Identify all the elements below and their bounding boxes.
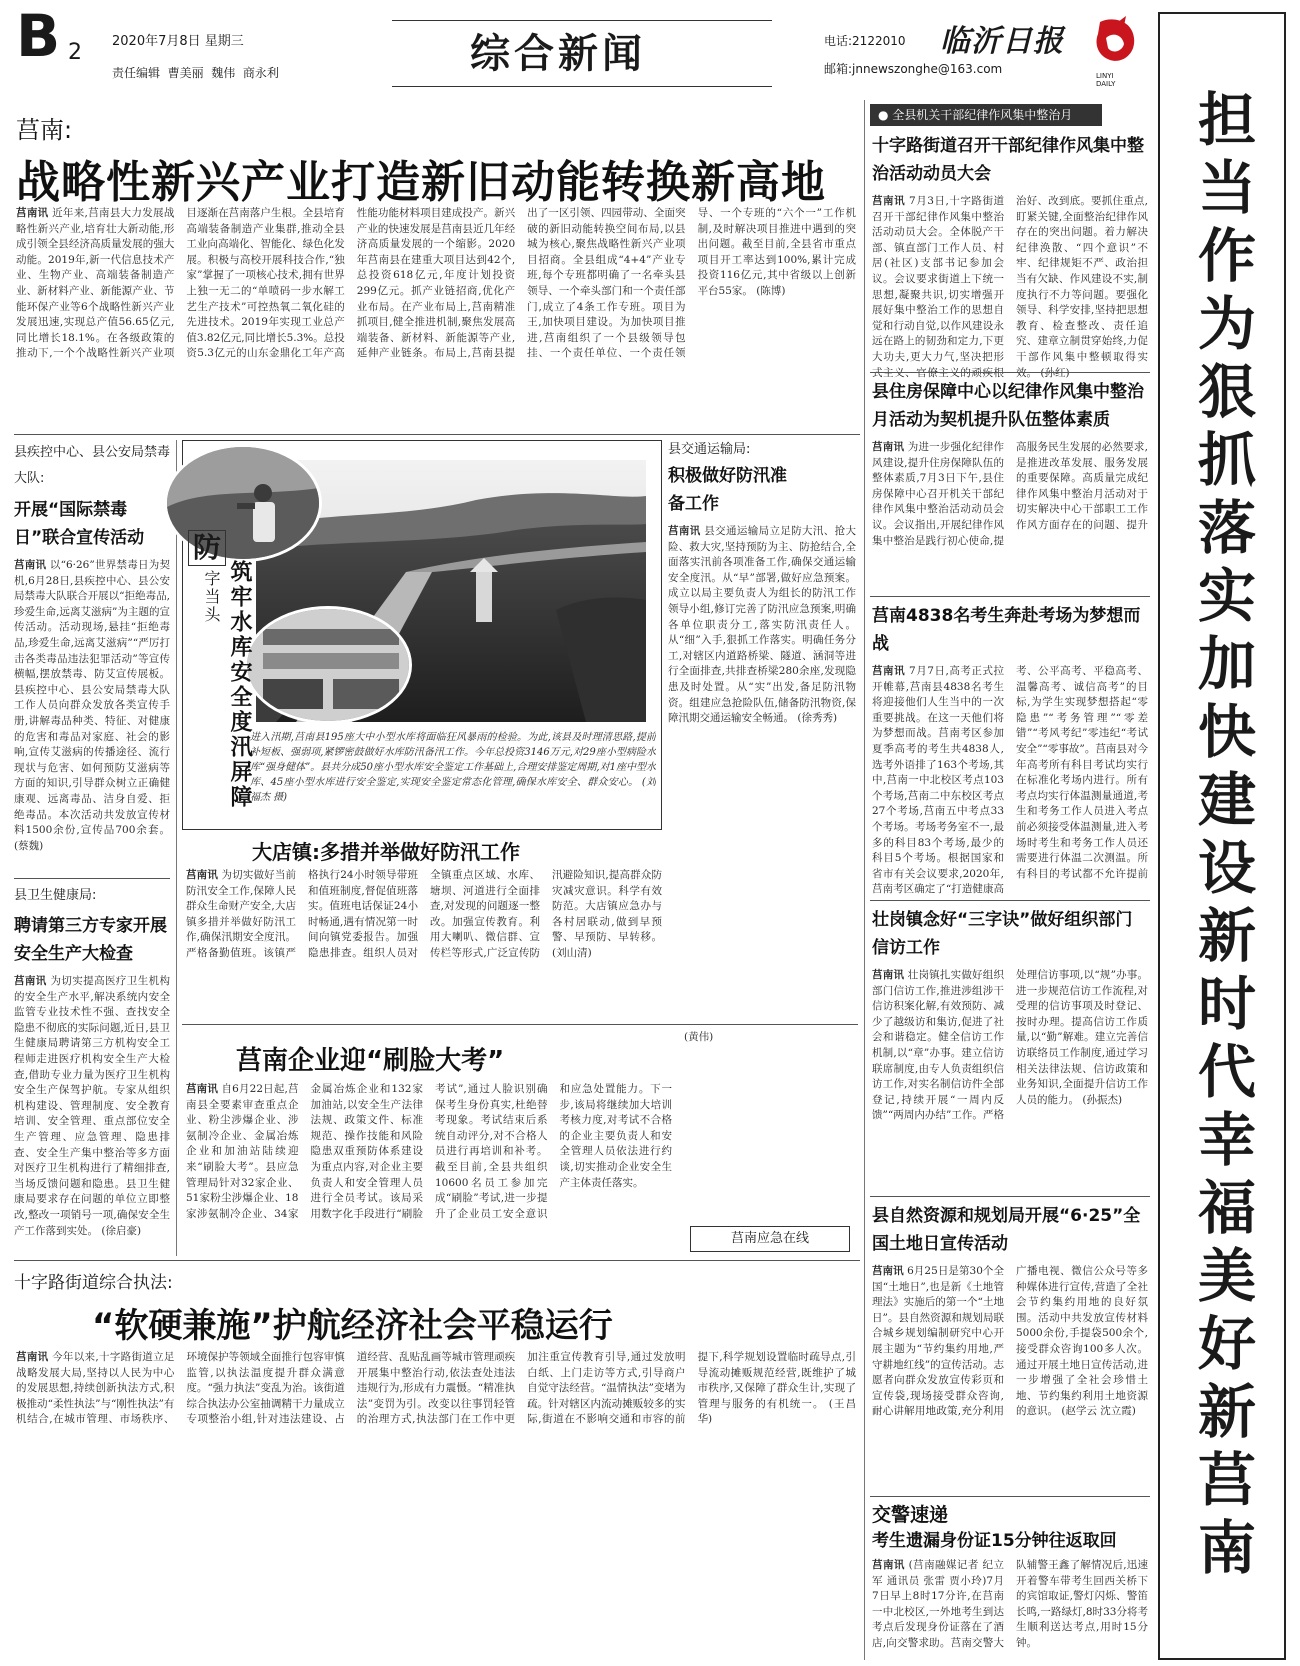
paper-logo-icon <box>1092 16 1138 66</box>
shizilu-body: 莒南讯 今年以来,十字路街道立足战略发展大局,坚持以人民为中心的发展思想,持续创新执法方式,积极推动“柔性执法”与“刚性执法”有机结合,在城市管理、市场秩序、环境保护等领域全面推行包容审慎监管,以执法温度提升群众满意度。“强力执法”变乱为治。该街道综合执法办公室抽调精干力量成立专项整治小组,针对违法建设、占道经营、乱贴乱画等城市管理顽疾开展集中整治行动,依法查处违法违规行为,形成有力震慑。“精准执法”变罚为引。改变以往事罚轻管的治理方式,执法部门在工作中更加注重宣传教育引导,通过发放明白纸、上门走访等方式,引导商户自觉守法经营。“温情执法”变堵为疏。针对辖区内流动摊贩较多的实际,街道在不影响交通和市容的前提下,科学规划设置临时疏导点,引导流动摊贩规范经营,既维护了城市秩序,又保障了群众生计,实现了管理与服务的有机统一。 (王昌华) <box>16 1351 856 1426</box>
shizilu-headline: “软硬兼施”护航经济社会平稳运行 <box>92 1306 613 1346</box>
landday-body: 莒南讯 6月25日是第30个全国“土地日”,也是新《土地管理法》实施后的第一个“土地日”。县自然资源和规划局联合城乡规划编制研究中心开展主题为“节约集约用地,严守耕地红线”的宣传活动。志愿者向群众发放宣传彩页和宣传袋,现场接受群众咨询,耐心讲解用地政策,充分利用广播电视、微信公众号等多种媒体进行宣传,营造了全社会节约集约用地的良好氛围。活动中共发放宣传材料5000余份,手提袋500余个,接受群众咨询100多人次。通过开展土地日宣传活动,进一步增强了全社会珍惜土地、节约集约利用土地资源的意识。 (赵学云 沈立霞) <box>872 1265 1148 1418</box>
bullet-icon: ● <box>878 108 893 122</box>
mobilize-headline: 十字路街道召开干部纪律作风集中整治活动动员大会 <box>872 136 1144 184</box>
mobilize-body: 莒南讯 7月3日,十字路街道召开干部纪律作风集中整治活动动员大会。全体脱产干部、镇直部门工作人员、村居(社区)支部书记参加会议。会议要求街道上下统一思想,凝聚共识,切实增强开展好集中整治工作的思想自觉和行动自觉,以作风建设永远在路上的韧劲和定力,下更大功夫,更大力气,坚决把形式主义、官僚主义的顽疾根治好、改到底。要抓住重点,盯紧关键,全面整治纪律作风存在的突出问题。着力解决纪律涣散、“四个意识”不牢、纪律规矩不严、政治担当有欠缺、作风建设不实,制度执行不力等问题。要强化领导、科学安排,坚持把思想教育、检查整改、责任追究、建章立制贯穿始终,力促干部作风集中整顿取得实效。 (孙红) <box>872 195 1148 379</box>
inset-photo-equipment <box>244 606 412 724</box>
antidrug-kicker: 县疾控中心、县公安局禁毒大队: <box>14 445 171 486</box>
slogan-text: 担当作为狠抓落实加快建设新时代幸福美好新莒南 <box>1188 89 1256 1585</box>
safety-body: 莒南讯 为切实提高医疗卫生机构的安全生产水平,解决系统内安全监管专业技术性不强、查找安全隐患不彻底的实际问题,近日,县卫生健康局聘请第三方机构安全工程师走进医疗机构安全生产大检查,借助专业力量为医疗卫生机构安全生产保驾护航。专家从组织机构建设、管理制度、安全教育培训、安全管理、重点部位安全生产管理、应急管理、隐患排查、安全生产集中整治等多方面对医疗卫生机构进行了精细排查,当场反馈问题和隐患。县卫生健康局要求存在问题的单位立即整改,整改一项销号一项,确保安全生产工作落到实处。 (徐启豪) <box>14 975 170 1237</box>
housing-body: 莒南讯 为进一步强化纪律作风建设,提升住房保障队伍的整体素质,7月3日下午,县住房保障中心召开机关干部纪律作风集中整治活动动员会议。会议指出,开展纪律作风集中整治是践行初心使命,提高服务民生发展的必然要求,是推进改革发展、服务发展的重要保障。高质量完成纪律作风集中整治月活动对于切实解决中心干部职工工作作风方面存在的问题、提升 <box>872 441 1148 547</box>
dadian-body: 莒南讯 为切实做好当前防汛安全工作,保障人民群众生命财产安全,大店镇多措并举做好防汛工作,确保汛期安全度汛。严格备勤值班。该镇严格执行24小时领导带班和值班制度,督促值班落实。值班电话保证24小时畅通,遇有情况第一时间向镇党委报告。加强隐患排查。组织人员对全镇重点区域、水库、塘坝、河道进行全面排查,对发现的问题逐一整改。加强宣传教育。利用大喇叭、微信群、宣传栏等形式,广泛宣传防汛避险知识,提高群众防灾减灾意识。科学有效防范。大店镇应急办与各村居联动,做到早预警、早预防、早转移。 (刘山清) <box>186 869 662 959</box>
editors-line: 责任编辑 曹美丽 魏伟 商永利 <box>112 66 279 80</box>
lead-headline: 战略性新兴产业打造新旧动能转换新高地 <box>16 157 826 208</box>
safety-headline: 聘请第三方专家开展安全生产大检查 <box>14 916 167 964</box>
police-kicker: 交警速递 <box>872 1504 949 1526</box>
right-article-shizilu-mobilize <box>872 132 1148 392</box>
left-article-safety <box>14 884 170 1240</box>
right-article-zhuanggang <box>872 906 1148 1186</box>
safety-kicker: 县卫生健康局: <box>14 888 97 903</box>
shizilu-kicker: 十字路街道综合执法: <box>14 1273 173 1293</box>
transport-headline: 积极做好防汛准备工作 <box>668 466 787 514</box>
face-exam-headline: 莒南企业迎“刷脸大考” <box>236 1046 505 1076</box>
masthead <box>0 0 1116 92</box>
feature-kicker-char: 防 <box>188 530 226 566</box>
landday-headline: 县自然资源和规划局开展“6·25”全国土地日宣传活动 <box>872 1206 1141 1254</box>
transport-kicker: 县交通运输局: <box>668 442 751 457</box>
page-letter: B <box>16 2 61 70</box>
face-exam-source-tag: 莒南应急在线 <box>690 1226 850 1252</box>
right-article-gaokao <box>872 602 1148 906</box>
page-number: 2 <box>68 40 82 65</box>
lead-body: 莒南讯 近年来,莒南县大力发展战略性新兴产业,培育壮大新动能,形成引领全县经济高质量发展的强大动能。2019年,新一代信息技术产业、生物产业、高端装备制造产业、新材料产业、新能源产业、节能环保产业等6个战略性新兴产业发展迅速,实现总产值56.65亿元,同比增长18.1%。在各级政策的推动下,一个个战略性新兴产业项目逐渐在莒南落户生根。全县培育高端装备制造产业集群,推动全县工业向高端化、智能化、绿色化发展。积极与高校开展科技合作,“独家”掌握了一项核心技术,拥有世界上独一无二的“单喷码一步水解工艺生产技术”可控热氧二氧化硅的先进技术。2019年实现工业总产值3.82亿元,同比增长5.3%。总投资5.3亿元的山东金鼎化工年产高性能功能材料项目建成投产。新兴产业的快速发展是莒南县近几年经济高质量发展的一个缩影。2020年莒南县在建重大项目达到42个,总投资618亿元,年度计划投资299亿元。抓产业链招商,优化产业布局。在产业布局上,莒南精准抓项目,健全推进机制,聚焦发展高端装备、新材料、新能源等产业,延伸产业链条。布局上,莒南县提出了一区引领、四园带动、全面突破的新旧动能转换空间布局,以县城为核心,聚焦战略性新兴产业项目招商。全县组成“4+4”产业专班,每个专班都明确了一名牵头县领导、一个牵头部门和一个责任部门,成立了4条工作专班。项目为王,加快项目建设。为加快项目推进,莒南组织了一个县级领导包挂、一个责任单位、一个责任领导、一个专班的“六个一”工作机制,及时解决项目推进中遇到的突出问题。截至目前,全县省市重点项目开工率达到100%,累计完成投资116亿元,其中省级以上创新平台55家。 (陈博) <box>16 207 856 360</box>
zhuanggang-body: 莒南讯 壮岗镇扎实做好组织部门信访工作,推进涉组涉干信访积案化解,有效预防、减少了越级访和集访,促进了社会和谐稳定。健全信访工作机制,以“章”办事。建立信访联席制度,由专人负责组织信访工作,对实名制信访件全部登记,持续开展“一周内反馈”“两周内办结”工作。严格处理信访事项,以“规”办事。进一步规范信访工作流程,对受理的信访事项及时登记、按时办理。提高信访工作质量,以“勤”解难。建立完善信访联络员工作制度,通过学习相关法律法规、信访政策和业务知识,全面提升信访工作人员的能力。 (孙振杰) <box>872 969 1148 1122</box>
phone-line: 电话:2122010 <box>824 34 906 48</box>
police-body: 莒南讯 (莒南融媒记者 纪立军 通讯员 张雷 贾小玲)7月7日早上8时17分许,在莒南一中北校区,一外地考生到达考点后发现身份证落在了酒店,向交警求助。莒南交警大队辅警王鑫了解情况后,迅速开着警车带考生回西关桥下的宾馆取证,警灯闪烁、警笛长鸣,一路绿灯,8时33分将考生顺利送达考点,用时15分钟。 <box>872 1559 1148 1649</box>
right-banner: ● 全县机关干部纪律作风集中整治月 <box>870 104 1102 126</box>
section-title: 综合新闻 <box>470 31 646 77</box>
feature-caption: 进入汛期,莒南县195座大中小型水库将面临狂风暴雨的检验。为此,该县及时理清思路,提前补短板、强弱项,紧锣密鼓做好水库防汛备汛工作。今年总投资3146万元,对29座小型病险水库“强身健体”。县共分成50座小型水库安全鉴定工作基础上,合理安排鉴定周期,对1座中型水库、45座小型水库进行安全鉴定,实现安全鉴定常态化管理,确保水库安全、群众安心。 (刘福杰 摄) <box>250 732 656 803</box>
transport-body: 莒南讯 县交通运输局立足防大汛、抢大险、救大灾,坚持预防为主、防抢结合,全面落实汛前各项准备工作,确保交通运输安全度汛。从“早”部署,做好应急预案。成立以局主要负责人为组长的防汛工作领导小组,修订完善了防汛应急预案,明确各单位职责分工,落实防汛责任人。从“细”入手,狠抓工作落实。明确任务分工,对辖区内道路桥梁、隧道、涵洞等进行全面排查,共排查桥梁280余座,发现隐患及时处置。从“实”出发,备足防汛物资。组建应急抢险队伍,储备防汛物资,保障汛期交通运输安全畅通。 (徐秀秀) <box>668 525 856 725</box>
police-headline: 考生遗漏身份证15分钟往返取回 <box>872 1531 1117 1551</box>
right-article-police <box>872 1502 1148 1652</box>
gaokao-headline: 莒南4838名考生奔赴考场为梦想而战 <box>872 606 1141 654</box>
paper-logo: 临沂日报 <box>940 24 1064 59</box>
housing-headline: 县住房保障中心以纪律作风集中整治月活动为契机提升队伍整体素质 <box>872 382 1144 430</box>
antidrug-body: 莒南讯 以“6·26”世界禁毒日为契机,6月28日,县疾控中心、县公安局禁毒大队联合开展以“拒绝毒品,珍爱生命,远离艾滋病”为主题的宣传活动。活动现场,悬挂“拒绝毒品,珍爱生命,远离艾滋病”“严厉打击各类毒品违法犯罪活动”等宣传横幅,摆放禁毒、防艾宣传展板。县疾控中心、县公安局禁毒大队工作人员向群众发放各类宣传手册,讲解毒品种类、特征、对健康的危害和毒品对家庭、社会的影响,宣传艾滋病的传播途径、流行现状与危害、如何预防艾滋病等方面的知识,引导群众树立正确健康观、远离毒品、洁身自爱、拒绝毒品。本次活动共发放宣传材料1500余份,宣传品700余套。 (蔡魏) <box>14 559 170 852</box>
transport-article <box>668 440 856 1016</box>
face-exam-body-cont: (黄伟) <box>684 1031 714 1043</box>
paper-logo-en: LINYI DAILY <box>1096 72 1116 88</box>
date-line: 2020年7月8日 星期三 <box>112 34 244 49</box>
antidrug-headline: 开展“国际禁毒日”联合宣传活动 <box>14 500 145 548</box>
zhuanggang-headline: 壮岗镇念好“三字诀”做好组织部门信访工作 <box>872 910 1133 958</box>
gaokao-body: 莒南讯 7月7日,高考正式拉开帷幕,莒南县4838名考生将迎接他们人生当中的一次重要挑战。在这一天他们将为梦想而战。莒南考区参加夏季高考的考生共4838人,选考外语排了163个考场,其中,莒南一中北校区考点103个考场,莒南二中东校区考点27个考场,莒南五中考点33个考场。考场考务室不一,最多的科目83个考场,最少的科目5个考场。根据国家和省市有关会议要求,2020年,莒南考区确定了“打造健康高考、公平高考、平稳高考、温馨高考、诚信高考”的目标,为学生实现梦想搭起“零隐患”“考务管理”“零差错”“考风考纪”零违纪“考试安全”“零事故”。莒南县对今年高考所有科目考试均实行在标准化考场内进行。所有考点均实行体温测量通道,考生和考务工作人员进入考点前必须接受体温测量,进入考场时考生和考务工作人员还需要进行体温二次测温。所有科目的考试都不允许提前 <box>872 665 1148 896</box>
feature-vertical-headline: 筑牢水库安全度汛屏障 <box>227 560 252 810</box>
lead-kicker: 莒南: <box>16 116 73 144</box>
dadian-headline: 大店镇:多措并举做好防汛工作 <box>252 840 520 864</box>
feature-kicker-rest: 字当头 <box>202 570 221 624</box>
left-article-antidrug <box>14 440 170 882</box>
slogan-box <box>1158 12 1286 1660</box>
right-article-landday <box>872 1202 1148 1490</box>
right-article-housing <box>872 378 1148 562</box>
face-exam-body: 莒南讯 自6月22日起,莒南县全要素审查重点企业、粉尘涉爆企业、涉氨制冷企业、金属冶炼企业和加油站陆续迎来“刷脸大考”。县应急管理局针对32家企业、51家粉尘涉爆企业、18家涉氨制冷企业、34家金属冶炼企业和132家加油站,以安全生产法律法规、政策文件、标准规范、操作技能和风险隐患双重预防体系建设为重点内容,对企业主要负责人和安全管理人员进行全员考试。该局采用数字化手段进行“刷脸考试”,通过人脸识别确保考生身份真实,杜绝替考现象。考试结束后系统自动评分,对不合格人员进行再培训和补考。截至目前,全县共组织10600名员工参加完成“刷脸”考试,进一步提升了企业员工安全意识和应急处置能力。下一步,该局将继续加大培训考核力度,对考试不合格的企业主要负责人和安全管理人员依法进行约谈,切实推动企业安全生产主体责任落实。 <box>186 1083 672 1220</box>
email-line: 邮箱:jnnewszonghe@163.com <box>824 62 1003 76</box>
